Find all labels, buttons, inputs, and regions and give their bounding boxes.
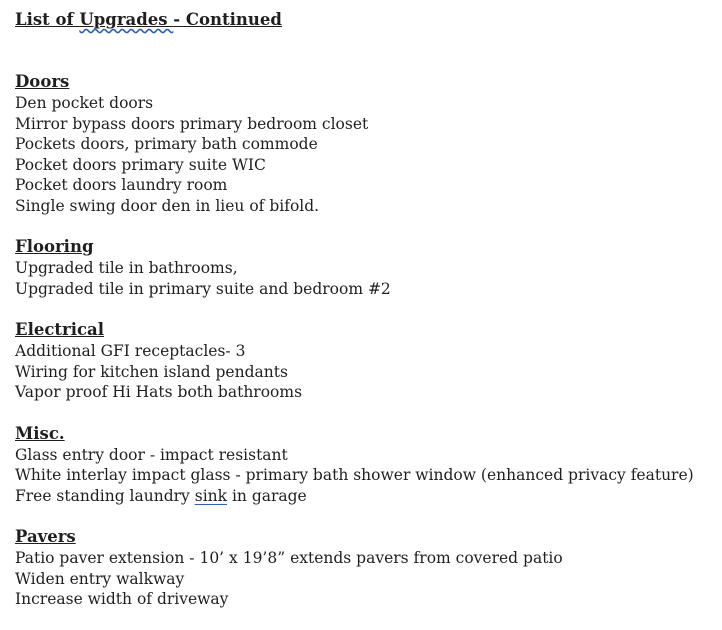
list-item: White interlay impact glass - primary bath shower window (enhanced privacy feature) [15,466,694,484]
flooring-list [15,258,715,299]
section-doors [15,71,715,216]
list-item: Patio paver extension - 10’ x 19’8” extends pavers from covered patio [15,549,563,567]
section-flooring [15,236,715,299]
sink-line-before: Free standing laundry [15,486,195,505]
section-electrical [15,319,715,403]
title-spacer [15,31,715,71]
list-item: Wiring for kitchen island pendants [15,362,288,381]
document-title [15,9,715,31]
title-part-2: Upgrades [79,10,174,29]
list-item: Vapor proof Hi Hats both bathrooms [15,383,303,401]
section-pavers [15,526,715,610]
list-item: Single swing door den in lieu of bifold. [15,196,320,215]
doors-list [15,93,715,216]
section-heading-flooring: Flooring [15,237,94,256]
list-item: Upgraded tile in primary suite and bedroom #2 [15,279,391,298]
list-item: Pockets doors, primary bath commode [15,135,318,153]
section-heading-misc: Misc. [15,423,65,443]
list-item: Glass entry door - impact resistant [15,445,288,464]
document-page [15,9,715,630]
pavers-list [15,548,715,610]
section-misc [15,423,715,507]
list-item: Den pocket doors [15,94,154,112]
title-part-1: List of [15,10,80,29]
section-heading-doors: Doors [15,72,70,91]
list-item: Upgraded tile in bathrooms, [15,259,238,277]
list-item: Pocket doors primary suite WIC [15,155,266,174]
sink-word: sink [194,486,228,505]
list-item: Additional GFI receptacles- 3 [15,342,246,360]
misc-list [15,445,715,507]
list-item: Widen entry walkway [15,569,185,588]
list-item: Increase width of driveway [15,590,229,608]
sink-line-after: in garage [227,486,307,505]
title-part-3: - Continued [173,10,282,29]
section-heading-pavers: Pavers [15,527,76,546]
section-heading-electrical: Electrical [15,320,104,339]
list-item: Mirror bypass doors primary bedroom closet [15,114,369,133]
electrical-list [15,341,715,403]
list-item: Pocket doors laundry room [15,176,228,194]
list-item [15,486,715,507]
